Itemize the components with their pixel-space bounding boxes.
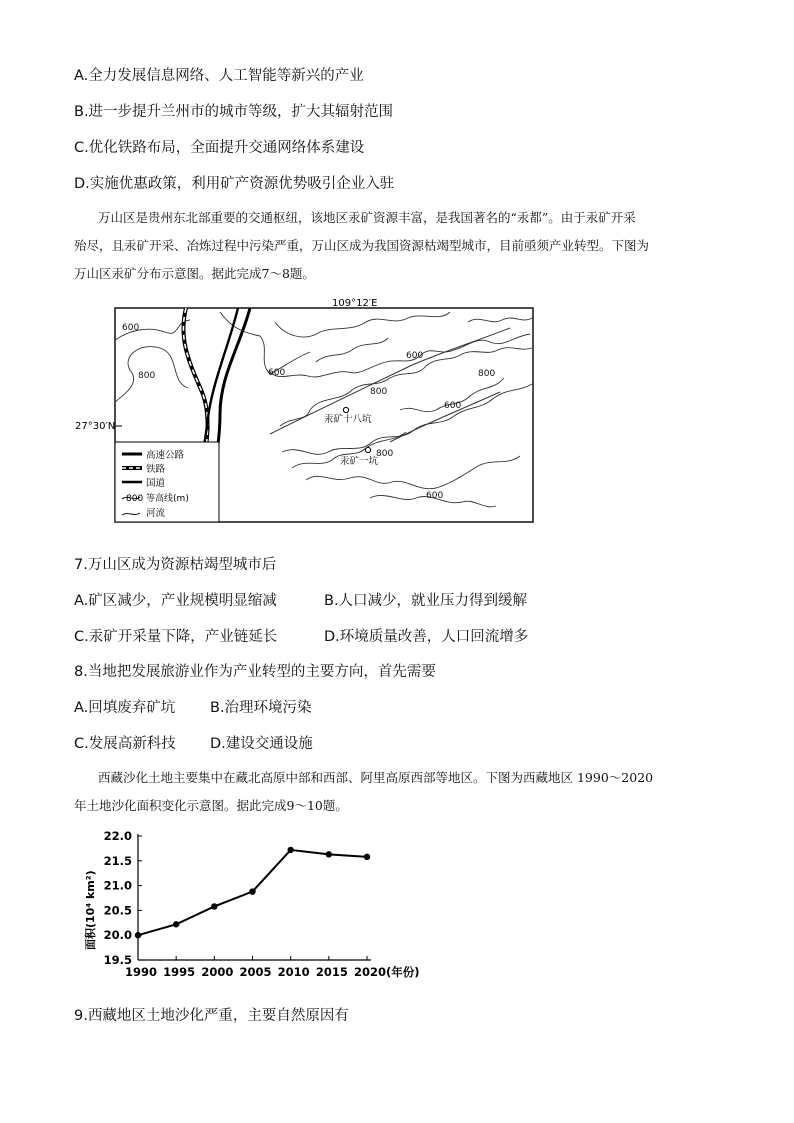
q8-option-c: C.发展高新科技 xyxy=(74,736,176,752)
y-tick-label: 22.0 xyxy=(103,829,132,843)
x-tick-label: 2000 xyxy=(201,965,234,979)
q7-option-b: B.人口减少，就业压力得到缓解 xyxy=(324,593,528,609)
data-point xyxy=(173,921,179,927)
passage2-line2: 年土地沙化面积变化示意图。据此完成9～10题。 xyxy=(74,798,348,813)
map-legend xyxy=(115,442,219,522)
mercury-mine-map xyxy=(70,292,540,528)
q8-stem: 8.当地把发展旅游业作为产业转型的主要方向，首先需要 xyxy=(74,664,436,680)
q9-stem: 9.西藏地区土地沙化严重，主要自然原因有 xyxy=(74,1008,349,1024)
q6-option-a: A.全力发展信息网络、人工智能等新兴的产业 xyxy=(74,68,364,84)
longitude-label: 109°12′E xyxy=(332,298,378,309)
contour-label: 800 xyxy=(478,369,496,379)
x-tick-label: 2020(年份) xyxy=(354,965,420,979)
y-tick-label: 21.0 xyxy=(103,878,132,893)
q6-option-c: C.优化铁路布局，全面提升交通网络体系建设 xyxy=(74,140,365,156)
contour-label: 800 xyxy=(376,449,394,459)
q8-option-b: B.治理环境污染 xyxy=(210,700,312,716)
desertification-area-chart xyxy=(70,826,430,988)
chart-series xyxy=(135,847,370,939)
legend-highway: 高速公路 xyxy=(146,450,185,461)
x-tick-label: 1995 xyxy=(163,965,196,979)
mine-18-marker xyxy=(343,407,348,412)
data-point xyxy=(326,851,332,857)
q6-option-d: D.实施优惠政策，利用矿产资源优势吸引企业入驻 xyxy=(74,176,395,192)
q7-option-c: C.汞矿开采量下降，产业链延长 xyxy=(74,629,278,645)
mine-1-marker xyxy=(365,447,370,452)
contour-label: 800 xyxy=(370,387,388,397)
passage2-line1: 西藏沙化土地主要集中在藏北高原中部和西部、阿里高原西部等地区。下图为西藏地区 1990～2020 xyxy=(98,770,654,785)
legend-railway: 铁路 xyxy=(146,464,166,475)
legend-national-road: 国道 xyxy=(146,478,166,489)
mine-1-label: 汞矿一坑 xyxy=(340,456,379,467)
q7-option-a: A.矿区减少，产业规模明显缩减 xyxy=(74,593,277,609)
passage-wanshan xyxy=(74,204,724,288)
data-point xyxy=(287,847,293,853)
legend-river: 河流 xyxy=(146,508,166,519)
contour-label: 600 xyxy=(122,323,140,333)
passage1-line2: 殆尽，且汞矿开采、冶炼过程中污染严重，万山区成为我国资源枯竭型城市，目前亟须产业转型。下图为 xyxy=(74,238,650,253)
passage1-line3: 万山区汞矿分布示意图。据此完成7～8题。 xyxy=(74,266,315,281)
data-point xyxy=(211,903,217,909)
x-tick-label: 2015 xyxy=(315,965,348,979)
data-point xyxy=(135,932,141,938)
passage-tibet xyxy=(74,764,724,820)
contour-label: 600 xyxy=(268,368,286,378)
contour-label: 600 xyxy=(406,351,424,361)
mine-18-label: 汞矿十八坑 xyxy=(324,414,372,425)
contour-label: 800 xyxy=(138,371,156,381)
q7-option-d: D.环境质量改善，人口回流增多 xyxy=(324,629,529,645)
q6-option-b: B.进一步提升兰州市的城市等级，扩大其辐射范围 xyxy=(74,104,394,120)
x-tick-label: 2010 xyxy=(277,965,310,979)
data-point xyxy=(364,854,370,860)
y-tick-label: 21.5 xyxy=(103,853,132,868)
chart-y-axis-label: 面积(10⁴ km²) xyxy=(84,870,97,950)
rivers xyxy=(270,328,510,442)
q8-option-a: A.回填废弃矿坑 xyxy=(74,700,176,716)
passage1-line1: 万山区是贵州东北部重要的交通枢纽，该地区汞矿资源丰富，是我国著名的“汞都”。由于汞矿开采 xyxy=(98,210,636,225)
q8-option-d: D.建设交通设施 xyxy=(210,736,313,752)
contour-label: 600 xyxy=(444,401,462,411)
y-tick-label: 20.5 xyxy=(103,903,132,918)
chart-axes xyxy=(138,834,371,960)
q7-stem: 7.万山区成为资源枯竭型城市后 xyxy=(74,557,277,573)
legend-contour: 800 等高线(m) xyxy=(126,494,189,504)
contour-label: 600 xyxy=(426,491,444,501)
chart-ticks xyxy=(104,829,420,979)
latitude-label: 27°30′N xyxy=(75,421,116,432)
y-tick-label: 20.0 xyxy=(103,928,132,943)
y-tick-label: 19.5 xyxy=(103,953,132,967)
x-tick-label: 2005 xyxy=(239,965,272,979)
x-tick-label: 1990 xyxy=(125,965,158,979)
data-point xyxy=(249,888,255,894)
